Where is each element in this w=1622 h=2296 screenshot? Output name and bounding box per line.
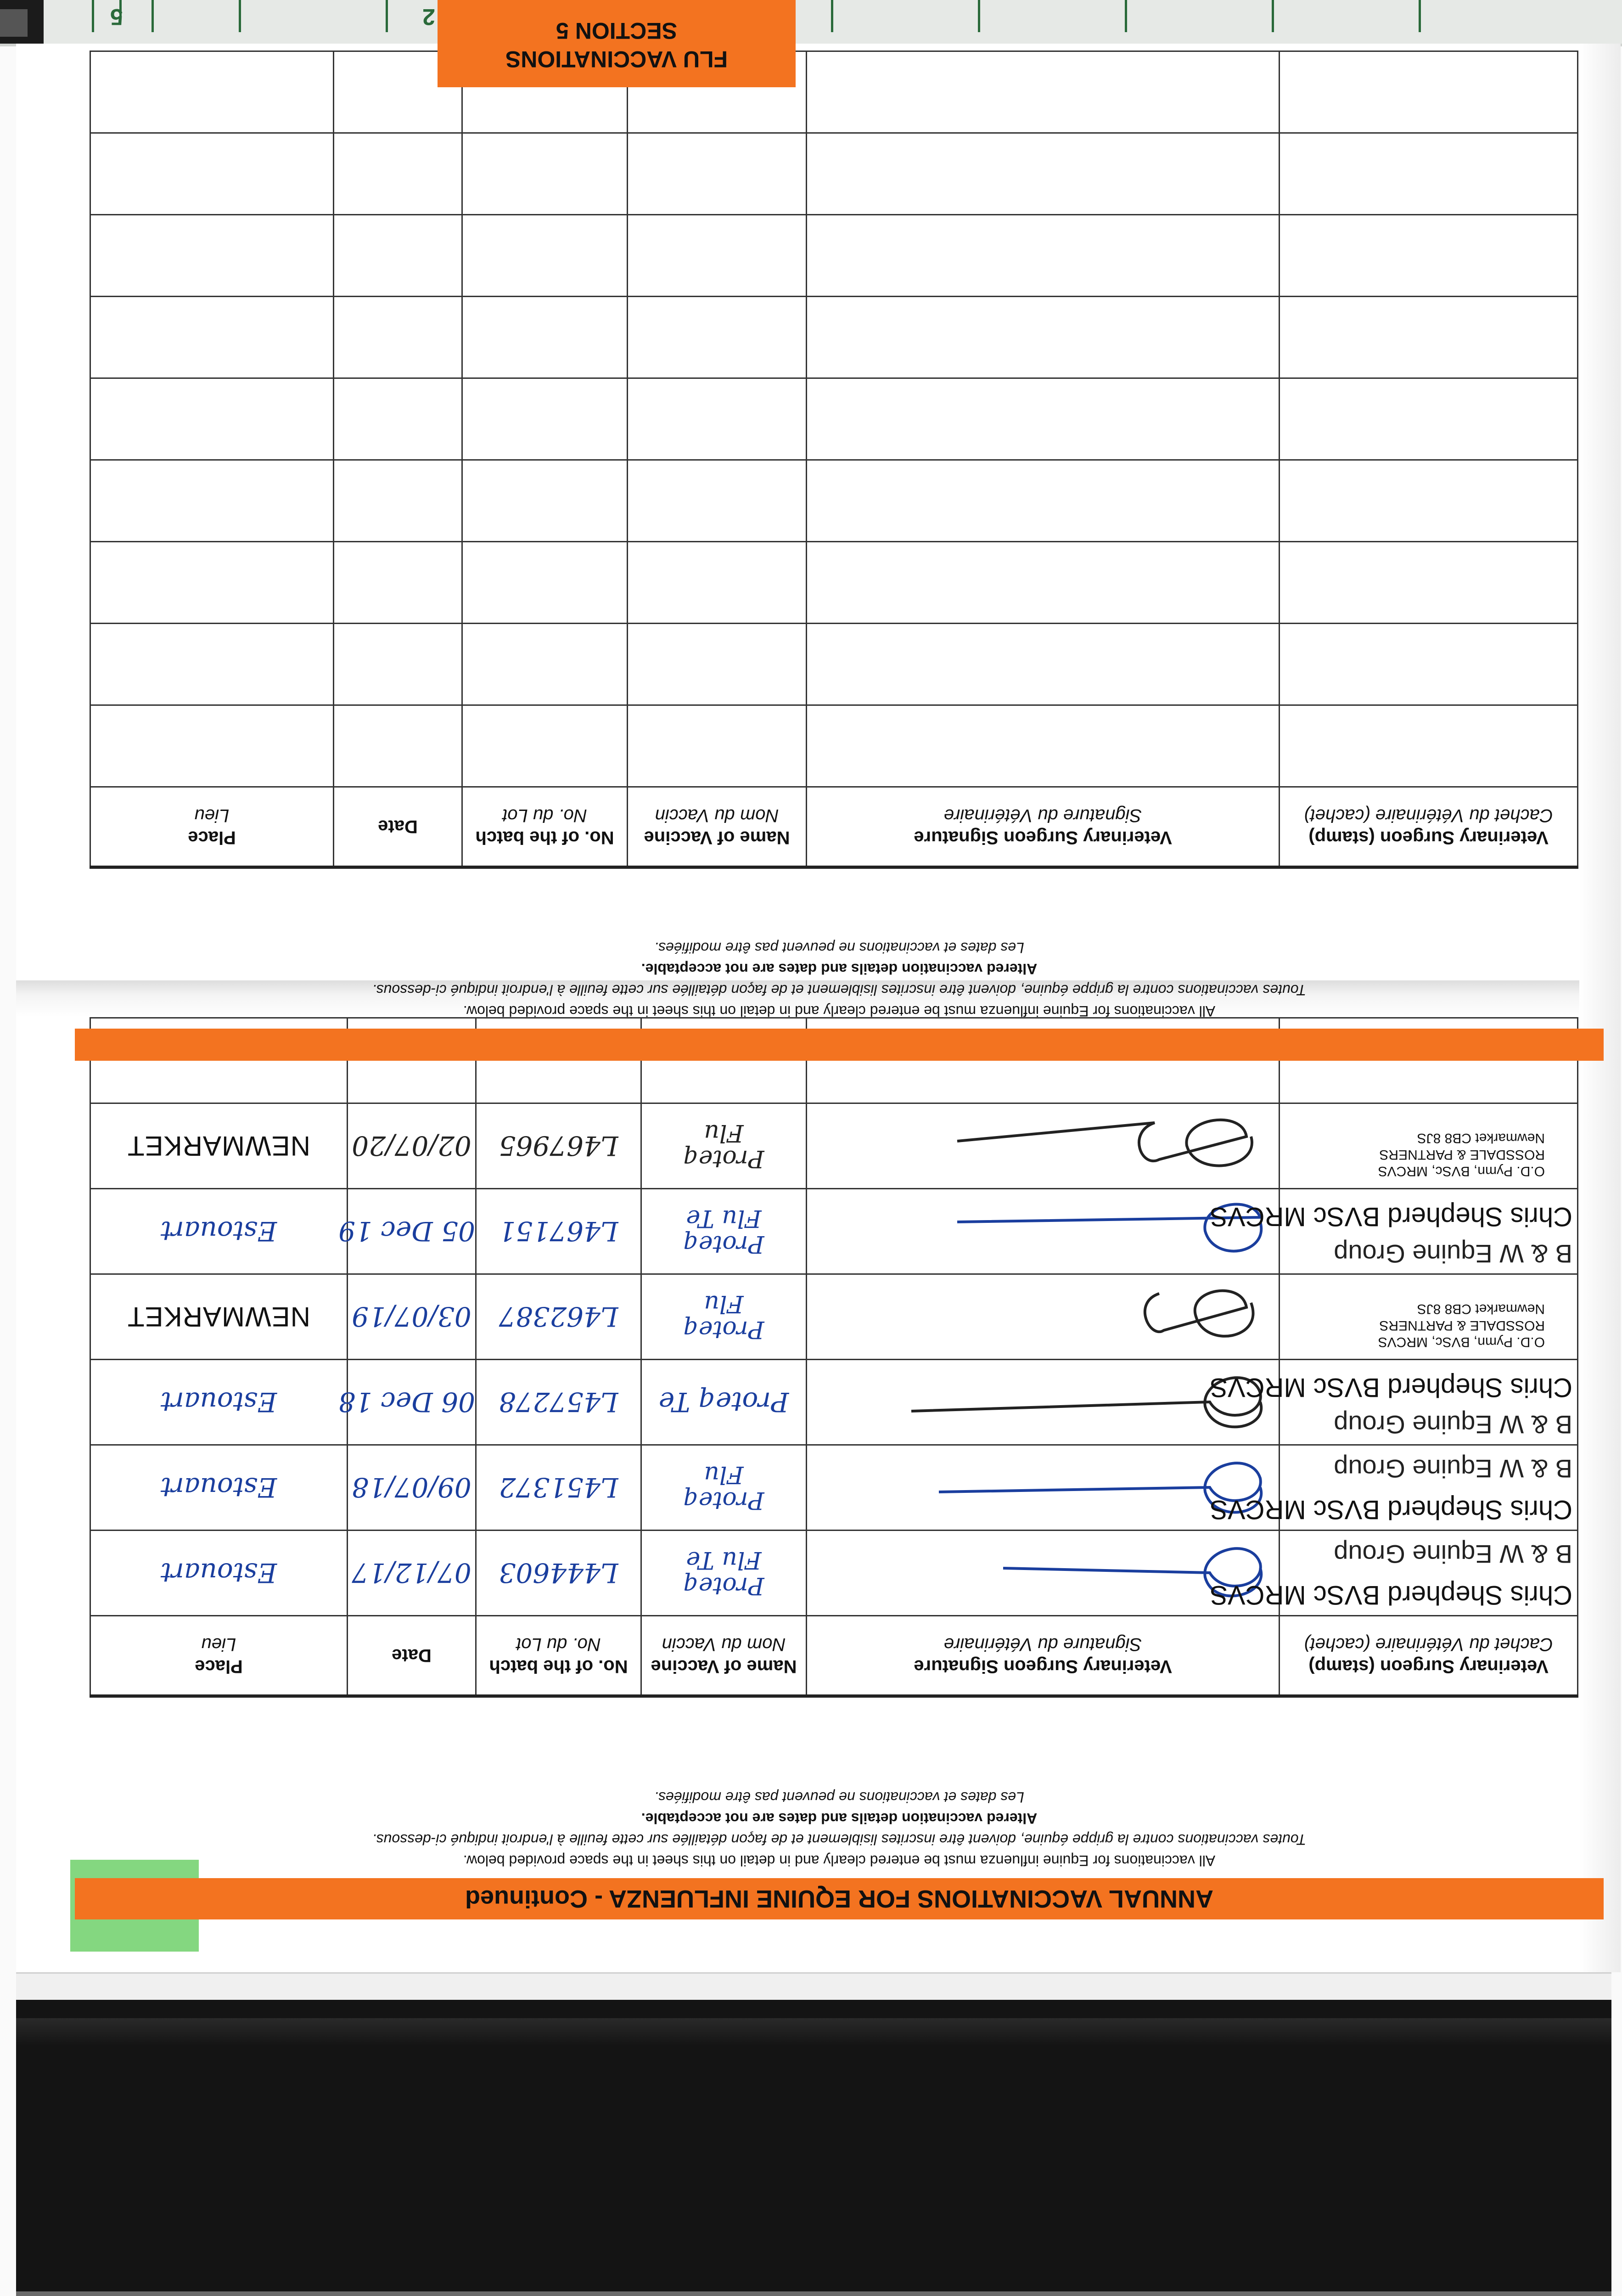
table-row-empty [90,133,1578,215]
date-cell: 03/07/19 [348,1274,476,1360]
instruction-en: All vaccinations for Equine influenza must be entered clearly and in detail on this sheet in the space provided below. [463,1003,1216,1019]
instructions-block [75,1787,1604,1871]
col-header-date: Date [348,1616,476,1696]
stamp-address: Newmarket CB8 8JS [1417,1131,1545,1146]
table-row-empty [90,624,1578,705]
vaccine-cell [641,1103,807,1189]
vaccine-name: Proteq [683,1572,764,1600]
instructions-block-2 [75,937,1604,1022]
col-header-stamp: Veterinary Surgeon (stamp) Cachet du Vétérinaire (cachet) [1280,787,1578,867]
stamp-cell [1280,378,1578,460]
vaccine-cell [628,378,807,460]
place-cell [90,215,334,297]
stamp-cell [1280,51,1578,133]
place-cell [90,378,334,460]
signature-cell [807,215,1280,297]
instruction-fr: Toutes vaccinations contre la grippe équine, doivent être inscrites lisiblement et de façon détaillée sur cette feuille à l'endroit indiqué ci-dessous. [372,982,1307,998]
batch-cell [462,297,628,378]
place-cell [90,133,334,215]
table-row-empty [90,460,1578,542]
stamp-cell [1210,1189,1578,1274]
place-cell: NEWMARKET [90,1103,348,1189]
altered-note-en: Altered vaccination details and dates are not acceptable. [641,961,1038,977]
vaccine-name: Proteq [683,1230,764,1258]
table-row [90,1189,1578,1274]
stamp-vet-name: Chris Shepherd BVSc MRCVS [1210,1495,1572,1525]
stamp-vet-name: O.D. Pymn, BVSc, MRCVS [1378,1164,1545,1179]
date-cell [334,542,462,624]
table-row [90,1445,1578,1531]
col-header-batch: No. of the batch No. du Lot [476,1616,641,1696]
place-cell [90,542,334,624]
signature-scribble [806,1190,1279,1273]
batch-cell [462,460,628,542]
ruler-mark: 2 [422,4,435,30]
signature-cell [807,460,1280,542]
stamp-cell [1280,215,1578,297]
signature-cell [807,1274,1280,1360]
vaccine-name: Proteq [683,1145,764,1173]
date-cell [334,297,462,378]
stamp-cell [1280,133,1578,215]
vaccine-name: Proteq [683,1486,764,1514]
stamp-vet-name: Chris Shepherd BVSc MRCVS [1210,1373,1572,1402]
table-row [90,1531,1578,1616]
vaccine-cell [641,1445,807,1531]
stamp-group: B & W Equine Group [1334,1540,1572,1569]
vaccine-cell [628,297,807,378]
batch-cell [462,705,628,787]
stamp-cell [1210,1360,1578,1445]
col-header-stamp: Veterinary Surgeon (stamp) Cachet du Vétérinaire (cachet) [1280,1616,1578,1696]
signature-cell [807,1360,1280,1445]
stamp-cell [1210,1531,1578,1616]
signature-scribble [806,1105,1279,1187]
signature-cell [807,1189,1280,1274]
signature-cell [807,705,1280,787]
batch-cell [462,624,628,705]
stamp-cell [1280,460,1578,542]
vaccine-cell [628,705,807,787]
stamp-cell [1280,1274,1578,1360]
col-header-signature: Veterinary Surgeon Signature Signature du Vétérinaire [807,1616,1280,1696]
vaccine-cell [628,542,807,624]
date-cell [334,624,462,705]
stamp-cell [1210,1445,1578,1531]
annual-vaccinations-banner [75,1878,1604,1919]
date-cell [334,460,462,542]
table-row-empty [90,51,1578,133]
col-header-place: Place Lieu [90,787,334,867]
table-header-row [90,1616,1578,1696]
batch-cell: L467151 [476,1189,641,1274]
batch-cell [462,215,628,297]
table-row [90,1103,1578,1189]
stamp-vet-name: O.D. Pymn, BVSc, MRCVS [1378,1334,1545,1350]
date-cell: 09/07/18 [348,1445,476,1531]
table-row-empty [90,542,1578,624]
date-cell: 02/07/20 [348,1103,476,1189]
place-cell: Estouart [90,1189,348,1274]
signature-cell [807,378,1280,460]
date-cell: 05 Dec 19 [348,1189,476,1274]
date-cell [334,705,462,787]
table-header-row [90,787,1578,867]
signature-scribble [806,1361,1279,1444]
flu-banner-title: FLU VACCINATIONS [505,46,728,72]
table-row-empty [90,378,1578,460]
stamp-cell [1280,624,1578,705]
date-cell [334,215,462,297]
stamp-vet-name: Chris Shepherd BVSc MRCVS [1210,1580,1572,1610]
annual-vaccinations-banner-2 [75,1029,1604,1061]
place-cell [90,624,334,705]
stamp-cell [1280,705,1578,787]
flu-vaccinations-banner [438,0,796,87]
banner-title: ANNUAL VACCINATIONS FOR EQUINE INFLUENZA - Continued [465,1885,1213,1913]
stamp-group: ROSSDALE & PARTNERS [1379,1318,1545,1333]
vaccine-cell [628,460,807,542]
instruction-fr: Toutes vaccinations contre la grippe équine, doivent être inscrites lisiblement et de façon détaillée sur cette feuille à l'endroit indiqué ci-dessous. [372,1831,1307,1848]
signature-cell [807,133,1280,215]
vaccine-cell [641,1531,807,1616]
vaccine-cell [641,1189,807,1274]
signature-cell [807,1531,1280,1616]
col-header-signature: Veterinary Surgeon Signature Signature du Vétérinaire [807,787,1280,867]
table-row-empty [90,297,1578,378]
vaccine-cell [628,215,807,297]
batch-cell: L467965 [476,1103,641,1189]
instruction-en: All vaccinations for Equine influenza must be entered clearly and in detail on this sheet in the space provided below. [463,1852,1216,1869]
batch-cell: L444603 [476,1531,641,1616]
date-cell: 07/12/17 [348,1531,476,1616]
stamp-cell [1280,297,1578,378]
signature-cell [807,624,1280,705]
place-cell: Estouart [90,1360,348,1445]
date-cell: 06 Dec 18 [348,1360,476,1445]
vaccine-name-2: Flu [704,1290,744,1318]
batch-cell: L462387 [476,1274,641,1360]
col-header-place: Place Lieu [90,1616,348,1696]
signature-scribble [806,1446,1279,1529]
stamp-group: ROSSDALE & PARTNERS [1379,1147,1545,1162]
table-row [90,1274,1578,1360]
table-row-empty [90,705,1578,787]
altered-note-en: Altered vaccination details and dates are not acceptable. [641,1810,1038,1827]
batch-cell [462,378,628,460]
vaccine-cell: Proteq Te [641,1360,807,1445]
stamp-address: Newmarket CB8 8JS [1417,1301,1545,1317]
batch-cell [462,133,628,215]
date-cell [334,133,462,215]
ruler-mark: 5 [110,4,123,30]
signature-cell [807,297,1280,378]
vaccine-cell [641,1274,807,1360]
stamp-group: B & W Equine Group [1334,1410,1572,1439]
vaccine-name: Proteq [683,1316,764,1344]
date-cell [334,378,462,460]
signature-scribble [806,1532,1279,1615]
batch-cell [462,542,628,624]
stamp-group: B & W Equine Group [1334,1454,1572,1483]
signature-cell [807,542,1280,624]
vaccine-name-2: Flu Te [686,1546,762,1574]
vaccine-cell [628,133,807,215]
table-row-empty [90,215,1578,297]
place-cell [90,460,334,542]
vaccine-name-2: Flu [704,1461,744,1489]
col-header-vaccine: Name of Vaccine Nom du Vaccin [641,1616,807,1696]
signature-scribble [806,1276,1279,1358]
signature-cell [807,51,1280,133]
col-header-date: Date [334,787,462,867]
place-cell [90,297,334,378]
place-cell: NEWMARKET [90,1274,348,1360]
batch-cell: L451372 [476,1445,641,1531]
place-cell [90,51,334,133]
signature-cell [807,1103,1280,1189]
annual-vaccination-table [90,1017,1578,1698]
place-cell [90,705,334,787]
stamp-group: B & W Equine Group [1334,1239,1572,1268]
stamp-cell [1280,542,1578,624]
col-header-batch: No. of the batch No. du Lot [462,787,628,867]
flu-banner-section: SECTION 5 [556,18,677,44]
table-row [90,1360,1578,1445]
altered-note-fr: Les dates et vaccinations ne peuvent pas être modifiées. [654,940,1024,956]
place-cell: Estouart [90,1531,348,1616]
altered-note-fr: Les dates et vaccinations ne peuvent pas être modifiées. [654,1789,1024,1806]
flu-vaccination-table [90,51,1578,869]
stamp-cell [1280,1103,1578,1189]
col-header-vaccine: Name of Vaccine Nom du Vaccin [628,787,807,867]
place-cell: Estouart [90,1445,348,1531]
vaccine-name-2: Flu [704,1119,744,1147]
signature-cell [807,1445,1280,1531]
batch-cell: L457278 [476,1360,641,1445]
vaccine-cell [628,624,807,705]
vaccine-name-2: Flu Te [686,1204,762,1232]
stamp-vet-name: Chris Shepherd BVSc MRCVS [1210,1202,1572,1232]
